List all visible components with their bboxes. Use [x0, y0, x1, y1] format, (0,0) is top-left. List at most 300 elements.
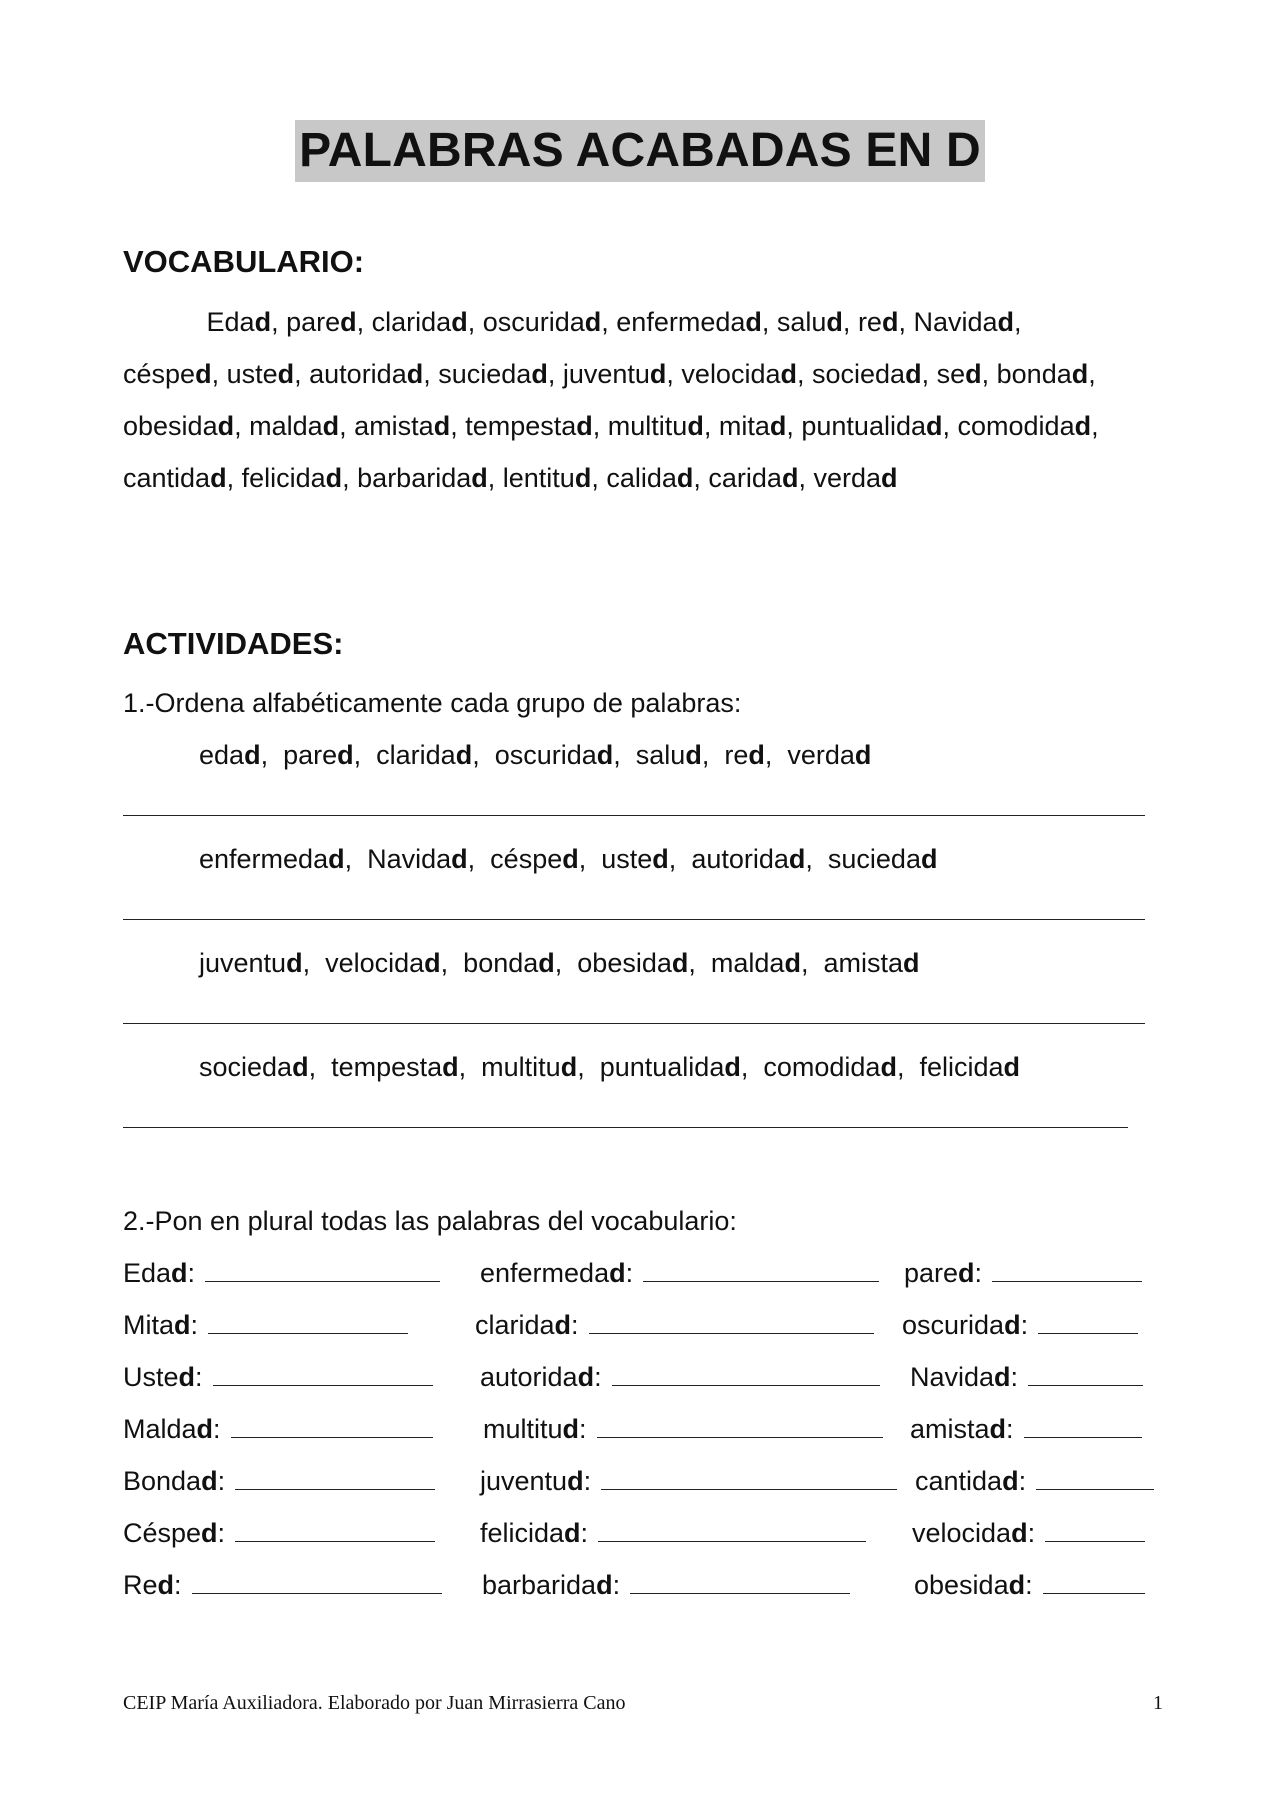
- vocab-word: [123, 411, 234, 441]
- colon: :: [612, 1570, 621, 1600]
- colon: :: [1006, 1414, 1014, 1444]
- word-stem: autorida: [691, 844, 789, 874]
- word-ending: d: [442, 1052, 459, 1082]
- vocab-word: [483, 307, 602, 337]
- plural-word: [123, 1463, 225, 1499]
- word-stem: Re: [123, 1570, 158, 1600]
- word-stem: mita: [718, 411, 770, 441]
- word-ending: d: [826, 307, 843, 337]
- vocab-word: [937, 359, 982, 389]
- word-ending: d: [596, 740, 614, 770]
- word-ending: d: [881, 307, 899, 337]
- plural-cell: [475, 1307, 874, 1343]
- word-stem: autorida: [480, 1362, 578, 1392]
- vocab-word: [227, 359, 295, 389]
- word-ending: d: [340, 307, 357, 337]
- word-ending: d: [788, 844, 806, 874]
- plural-cell: [904, 1255, 1142, 1291]
- word-ending: d: [178, 1362, 196, 1392]
- vocab-word: [913, 307, 1014, 337]
- plural-answer-blank[interactable]: [1028, 1359, 1143, 1386]
- colon: :: [625, 1258, 634, 1288]
- plural-answer-blank[interactable]: [1038, 1307, 1138, 1334]
- plural-row: [0, 1411, 1280, 1451]
- group-word: [490, 844, 579, 874]
- vocab-word: [777, 307, 843, 337]
- plural-answer-blank[interactable]: [192, 1567, 442, 1594]
- word-ending: d: [576, 411, 593, 441]
- vocab-word: [207, 307, 272, 337]
- word-ending: d: [1003, 1052, 1020, 1082]
- plural-word: [910, 1411, 1014, 1447]
- plural-answer-blank[interactable]: [208, 1307, 408, 1334]
- plural-row: [0, 1359, 1280, 1399]
- plural-cell: [910, 1359, 1143, 1395]
- plural-answer-blank[interactable]: [1036, 1463, 1154, 1490]
- colon: :: [174, 1570, 182, 1600]
- word-stem: Navida: [910, 1362, 995, 1392]
- vocab-word: [801, 411, 942, 441]
- plural-answer-blank[interactable]: [601, 1463, 897, 1490]
- word-ending: d: [562, 844, 579, 874]
- plural-cell: [123, 1255, 440, 1291]
- word-ending: d: [574, 463, 592, 493]
- plural-word: [123, 1359, 203, 1395]
- plural-answer-blank[interactable]: [205, 1255, 440, 1282]
- word-stem: tempesta: [331, 1052, 443, 1082]
- word-stem: Navida: [367, 844, 452, 874]
- group-word: [199, 740, 261, 770]
- word-stem: malda: [249, 411, 323, 441]
- word-stem: verda: [813, 463, 881, 493]
- group-word: [199, 844, 345, 874]
- word-stem: Eda: [206, 307, 255, 337]
- word-stem: felicida: [480, 1518, 565, 1548]
- plural-answer-blank[interactable]: [231, 1411, 433, 1438]
- vocab-word: [309, 359, 423, 389]
- word-ending: d: [406, 359, 424, 389]
- word-ending: d: [560, 1052, 578, 1082]
- word-stem: velocida: [681, 359, 781, 389]
- word-ending: d: [554, 1310, 572, 1340]
- plural-cell: [483, 1411, 883, 1447]
- word-ending: d: [201, 1466, 218, 1496]
- plural-answer-blank[interactable]: [597, 1411, 883, 1438]
- group-word: [763, 1052, 897, 1082]
- plural-answer-blank[interactable]: [589, 1307, 874, 1334]
- plural-cell: [915, 1463, 1154, 1499]
- word-ending: d: [880, 1052, 897, 1082]
- word-stem: obesida: [577, 948, 672, 978]
- plural-word: [912, 1515, 1035, 1551]
- vocab-word: [608, 411, 704, 441]
- vocab-word: [249, 411, 339, 441]
- word-ending: d: [609, 1258, 626, 1288]
- group-word: [376, 740, 472, 770]
- plural-cell: [914, 1567, 1145, 1603]
- plural-word: [123, 1411, 221, 1447]
- word-stem: juventu: [480, 1466, 568, 1496]
- answer-line-4[interactable]: [123, 1127, 1128, 1128]
- vocab-word: [123, 359, 212, 389]
- word-stem: re: [857, 307, 882, 337]
- word-stem: sucieda: [438, 359, 532, 389]
- plural-word: [910, 1359, 1018, 1395]
- group-word: [711, 948, 801, 978]
- colon: :: [974, 1258, 983, 1288]
- word-stem: Malda: [123, 1414, 197, 1444]
- activity1-instruction: 1.-Ordena alfabéticamente cada grupo de palabras:: [123, 688, 742, 718]
- word-stem: enfermeda: [480, 1258, 610, 1288]
- colon: :: [583, 1466, 592, 1496]
- plural-word: [483, 1411, 587, 1447]
- word-ending: d: [322, 411, 340, 441]
- group-word: [577, 948, 688, 978]
- footer-credit: CEIP María Auxiliadora. Elaborado por Juan Mirrasierra Cano: [123, 1692, 626, 1714]
- group-word: [600, 1052, 741, 1082]
- word-ending: d: [451, 844, 468, 874]
- vocab-word: [465, 411, 593, 441]
- word-ending: d: [584, 307, 602, 337]
- word-ending: d: [724, 1052, 741, 1082]
- answer-line-1[interactable]: [123, 815, 1145, 816]
- plural-cell: [123, 1359, 433, 1395]
- word-stem: re: [724, 740, 749, 770]
- plural-cell: [123, 1567, 442, 1603]
- plural-answer-blank[interactable]: [643, 1255, 879, 1282]
- plural-word: [480, 1359, 602, 1395]
- plural-cell: [123, 1411, 433, 1447]
- word-ending: d: [210, 463, 227, 493]
- word-group-3: juventud, velocidad, bondad, obesidad, maldad, amistad: [199, 948, 920, 978]
- word-stem: céspe: [490, 844, 563, 874]
- colon: :: [1025, 1570, 1033, 1600]
- group-word: [367, 844, 468, 874]
- word-stem: amista: [823, 948, 903, 978]
- word-stem: malda: [710, 948, 785, 978]
- word-stem: pare: [904, 1258, 959, 1288]
- word-stem: amista: [910, 1414, 990, 1444]
- plural-word: [914, 1567, 1033, 1603]
- plural-word: [480, 1515, 588, 1551]
- word-stem: clarida: [475, 1310, 555, 1340]
- plural-cell: [480, 1359, 880, 1395]
- word-stem: clarida: [376, 740, 456, 770]
- plural-row: [0, 1255, 1280, 1295]
- plural-answer-blank[interactable]: [630, 1567, 850, 1594]
- group-word: [823, 948, 919, 978]
- word-stem: lentitu: [502, 463, 575, 493]
- word-ending: d: [652, 844, 669, 874]
- plural-answer-blank[interactable]: [1024, 1411, 1142, 1438]
- word-stem: puntualida: [801, 411, 926, 441]
- word-stem: juventu: [562, 359, 650, 389]
- activities-heading: ACTIVIDADES:: [123, 626, 344, 661]
- word-ending: d: [562, 1414, 580, 1444]
- word-ending: d: [455, 740, 473, 770]
- colon: :: [195, 1362, 203, 1392]
- word-ending: d: [328, 844, 345, 874]
- word-ending: d: [195, 359, 212, 389]
- plural-word: [123, 1515, 225, 1551]
- plural-word: [480, 1463, 591, 1499]
- word-ending: d: [424, 948, 441, 978]
- word-stem: socieda: [812, 359, 906, 389]
- plural-word: [915, 1463, 1026, 1499]
- word-ending: d: [649, 359, 667, 389]
- plural-cell: [123, 1307, 408, 1343]
- word-ending: d: [989, 1414, 1007, 1444]
- colon: :: [579, 1414, 587, 1444]
- plural-cell: [910, 1411, 1142, 1447]
- word-stem: velocida: [325, 948, 425, 978]
- word-stem: bonda: [463, 948, 539, 978]
- word-stem: amista: [354, 411, 434, 441]
- word-ending: d: [451, 307, 468, 337]
- word-stem: carida: [708, 463, 782, 493]
- word-ending: d: [1004, 1310, 1021, 1340]
- vocab-word: [858, 307, 899, 337]
- word-ending: d: [174, 1310, 191, 1340]
- word-stem: enfermeda: [616, 307, 746, 337]
- word-ending: d: [780, 359, 797, 389]
- colon: :: [1018, 1466, 1027, 1496]
- group-word: [331, 1052, 459, 1082]
- word-stem: barbarida: [357, 463, 472, 493]
- group-word: [724, 740, 765, 770]
- word-stem: salu: [776, 307, 827, 337]
- word-ending: d: [433, 411, 451, 441]
- vocab-word: [372, 307, 468, 337]
- vocab-word: [123, 463, 227, 493]
- plural-answer-blank[interactable]: [992, 1255, 1142, 1282]
- group-word: [636, 740, 702, 770]
- word-stem: cantida: [123, 463, 211, 493]
- vocab-word: [997, 359, 1089, 389]
- colon: :: [213, 1414, 221, 1444]
- colon: :: [187, 1258, 196, 1288]
- word-ending: d: [1074, 411, 1092, 441]
- vocab-word: [681, 359, 797, 389]
- word-stem: comodida: [763, 1052, 881, 1082]
- word-ending: d: [745, 307, 762, 337]
- colon: :: [580, 1518, 589, 1548]
- plural-cell: [480, 1515, 866, 1551]
- plural-answer-blank[interactable]: [213, 1359, 433, 1386]
- word-stem: Uste: [123, 1362, 179, 1392]
- word-stem: oscurida: [482, 307, 585, 337]
- plural-word: [904, 1255, 982, 1291]
- answer-line-2[interactable]: [123, 919, 1145, 920]
- word-stem: juventu: [199, 948, 287, 978]
- vocab-word: [357, 463, 488, 493]
- plural-row: [0, 1567, 1280, 1607]
- word-ending: d: [905, 359, 922, 389]
- vocab-word: [708, 463, 798, 493]
- group-word: [463, 948, 555, 978]
- word-stem: tempesta: [465, 411, 577, 441]
- plural-word: [123, 1307, 198, 1343]
- plural-cell: [480, 1255, 879, 1291]
- plural-cell: [902, 1307, 1138, 1343]
- group-word: [199, 948, 303, 978]
- plural-word: [480, 1255, 633, 1291]
- vocab-word: [958, 411, 1092, 441]
- group-word: [199, 1052, 309, 1082]
- plural-word: [482, 1567, 620, 1603]
- vocab-word: [286, 307, 357, 337]
- group-word: [919, 1052, 1020, 1082]
- plural-word: [123, 1255, 195, 1291]
- plural-cell: [123, 1463, 435, 1499]
- vocab-word: [719, 411, 787, 441]
- word-stem: obesida: [123, 411, 218, 441]
- plural-answer-blank[interactable]: [612, 1359, 880, 1386]
- word-ending: d: [337, 740, 354, 770]
- group-word: [828, 844, 938, 874]
- vocab-word: [606, 463, 693, 493]
- plural-row: [0, 1515, 1280, 1555]
- word-ending: d: [1008, 1570, 1026, 1600]
- word-ending: d: [994, 1362, 1011, 1392]
- colon: :: [594, 1362, 602, 1392]
- word-ending: d: [325, 463, 343, 493]
- plural-row: [0, 1463, 1280, 1503]
- vocab-word: [242, 463, 343, 493]
- word-stem: eda: [199, 740, 245, 770]
- word-stem: puntualida: [599, 1052, 725, 1082]
- word-ending: d: [881, 463, 898, 493]
- word-stem: multitu: [483, 1414, 563, 1444]
- word-ending: d: [196, 1414, 214, 1444]
- word-ending: d: [854, 740, 872, 770]
- colon: :: [190, 1310, 199, 1340]
- plural-answer-blank[interactable]: [235, 1463, 435, 1490]
- word-ending: d: [769, 411, 787, 441]
- word-stem: multitu: [607, 411, 688, 441]
- word-stem: se: [936, 359, 966, 389]
- word-ending: d: [531, 359, 548, 389]
- word-group-2: enfermedad, Navidad, césped, usted, autoridad, suciedad: [199, 844, 938, 874]
- word-stem: pare: [286, 307, 341, 337]
- group-word: [495, 740, 614, 770]
- page-number: 1: [1153, 1692, 1163, 1714]
- word-group-4: sociedad, tempestad, multitud, puntualidad, comodidad, felicidad: [199, 1052, 1020, 1082]
- word-stem: céspe: [123, 359, 196, 389]
- plural-answer-blank[interactable]: [1045, 1515, 1145, 1542]
- word-ending: d: [1002, 1466, 1019, 1496]
- word-stem: velocida: [912, 1518, 1012, 1548]
- word-ending: d: [217, 411, 235, 441]
- word-stem: multitu: [481, 1052, 561, 1082]
- vocab-word: [563, 359, 667, 389]
- word-stem: Bonda: [123, 1466, 202, 1496]
- word-ending: d: [1011, 1518, 1028, 1548]
- answer-line-3[interactable]: [123, 1023, 1145, 1024]
- group-word: [787, 740, 871, 770]
- word-ending: d: [958, 1258, 975, 1288]
- word-stem: Navida: [913, 307, 998, 337]
- word-ending: d: [254, 307, 272, 337]
- word-ending: d: [902, 948, 920, 978]
- word-stem: obesida: [914, 1570, 1009, 1600]
- colon: :: [1020, 1310, 1029, 1340]
- plural-word: [123, 1567, 182, 1603]
- word-ending: d: [564, 1518, 581, 1548]
- word-stem: oscurida: [902, 1310, 1005, 1340]
- group-word: [283, 740, 354, 770]
- plural-cell: [482, 1567, 850, 1603]
- vocab-word: [438, 359, 548, 389]
- colon: :: [217, 1518, 226, 1548]
- word-ending: d: [286, 948, 303, 978]
- plural-answer-blank[interactable]: [1043, 1567, 1145, 1594]
- word-stem: calida: [606, 463, 677, 493]
- page-title: PALABRAS ACABADAS EN D: [295, 120, 985, 182]
- word-ending: d: [157, 1570, 175, 1600]
- word-stem: Mita: [123, 1310, 175, 1340]
- word-ending: d: [201, 1518, 218, 1548]
- word-stem: barbarida: [482, 1570, 597, 1600]
- colon: :: [1027, 1518, 1036, 1548]
- word-ending: d: [926, 411, 943, 441]
- word-group-1: edad, pared, claridad, oscuridad, salud, red, verdad: [199, 740, 872, 770]
- word-ending: d: [671, 948, 689, 978]
- word-ending: d: [781, 463, 799, 493]
- word-stem: bonda: [996, 359, 1072, 389]
- group-word: [481, 1052, 577, 1082]
- colon: :: [571, 1310, 579, 1340]
- word-stem: verda: [787, 740, 855, 770]
- word-ending: d: [577, 1362, 595, 1392]
- word-ending: d: [676, 463, 694, 493]
- word-ending: d: [277, 359, 295, 389]
- word-stem: oscurida: [494, 740, 597, 770]
- word-stem: uste: [226, 359, 278, 389]
- vocab-word: [503, 463, 592, 493]
- word-stem: comodida: [957, 411, 1075, 441]
- word-ending: d: [748, 740, 765, 770]
- vocabulary-heading: VOCABULARIO:: [123, 244, 365, 279]
- word-ending: d: [171, 1258, 188, 1288]
- plural-word: [902, 1307, 1028, 1343]
- plural-row: [0, 1307, 1280, 1347]
- word-stem: clarida: [371, 307, 452, 337]
- word-stem: uste: [601, 844, 653, 874]
- word-stem: salu: [635, 740, 686, 770]
- word-stem: felicida: [241, 463, 326, 493]
- group-word: [325, 948, 441, 978]
- word-ending: d: [244, 740, 261, 770]
- plural-word: [475, 1307, 579, 1343]
- colon: :: [217, 1466, 226, 1496]
- word-ending: d: [292, 1052, 309, 1082]
- vocab-word: [616, 307, 762, 337]
- plural-answer-blank[interactable]: [598, 1515, 866, 1542]
- word-stem: Céspe: [123, 1518, 202, 1548]
- colon: :: [1010, 1362, 1019, 1392]
- vocab-word: [812, 359, 922, 389]
- word-ending: d: [920, 844, 938, 874]
- word-stem: enfermeda: [199, 844, 329, 874]
- word-ending: d: [596, 1570, 613, 1600]
- word-stem: pare: [283, 740, 338, 770]
- plural-cell: [912, 1515, 1145, 1551]
- footer: [123, 1690, 1163, 1716]
- word-ending: d: [471, 463, 488, 493]
- vocab-word: [354, 411, 450, 441]
- plural-answer-blank[interactable]: [235, 1515, 435, 1542]
